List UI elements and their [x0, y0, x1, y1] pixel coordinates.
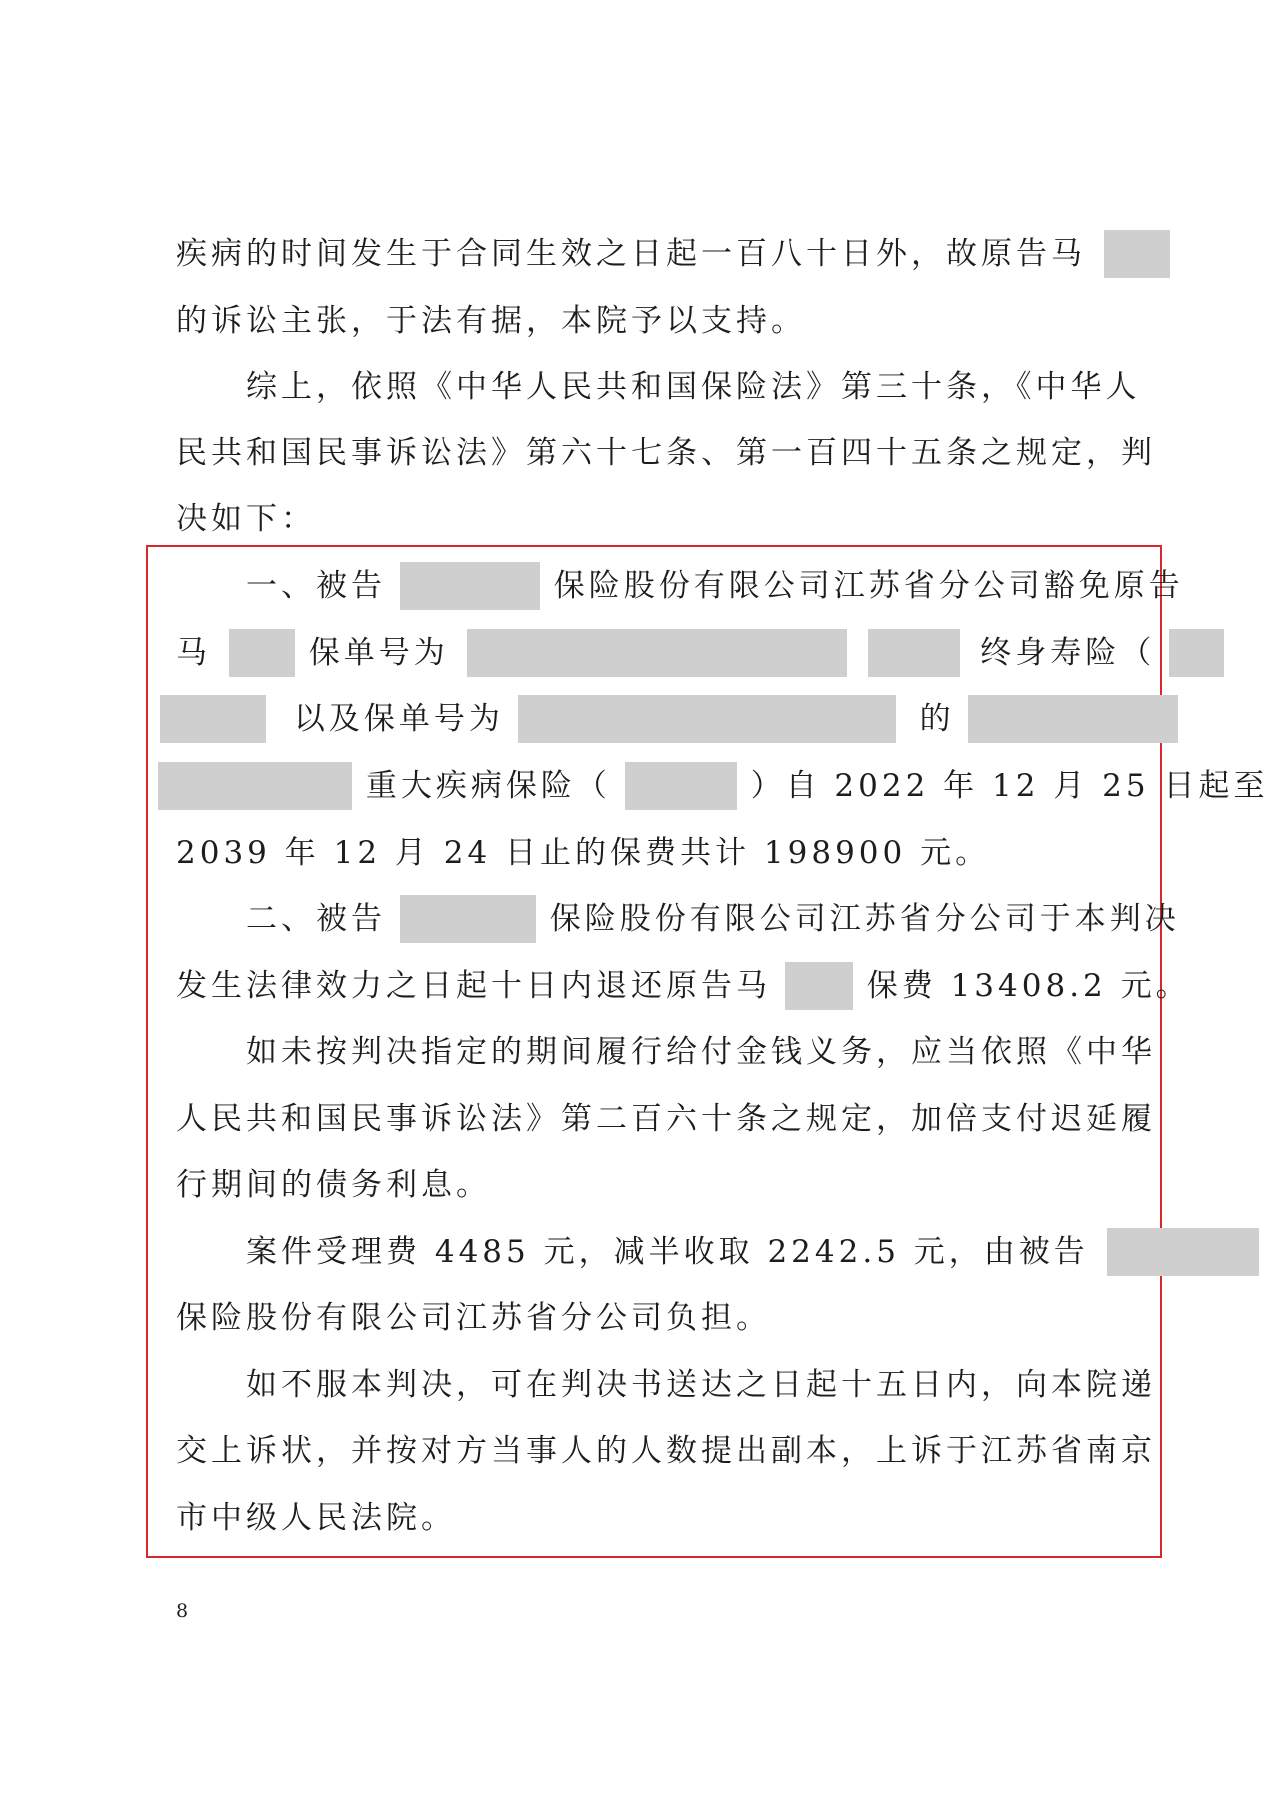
text-line [158, 761, 1269, 811]
line-text: 马 [176, 635, 211, 671]
line-text: 一、被告 [246, 568, 386, 604]
line-text: 二、被告 [246, 901, 386, 937]
line-text: 行期间的债务利息。 [176, 1167, 491, 1203]
text-line [176, 961, 1191, 1011]
line-text: 保险股份有限公司江苏省分公司豁免原告 [553, 568, 1184, 604]
text-line [176, 1293, 1126, 1343]
line-text: ）自 2022 年 12 月 25 日起至 [750, 768, 1269, 804]
line-text: 保单号为 [308, 635, 449, 671]
line-text: 的 [919, 701, 955, 737]
redaction-block [968, 695, 1178, 743]
text-line [176, 1160, 1126, 1210]
redaction-block [158, 762, 352, 810]
text-line [160, 694, 1110, 744]
line-text: 人民共和国民事诉讼法》第二百六十条之规定，加倍支付迟延履 [176, 1101, 1156, 1137]
redaction-block [1104, 230, 1170, 278]
redaction-block [625, 762, 737, 810]
redaction-block [467, 629, 847, 677]
text-line [176, 1027, 1196, 1077]
line-text: 终身寿险（ [980, 635, 1156, 671]
line-text: 2039 年 12 月 24 日止的保费共计 198900 元。 [176, 835, 991, 871]
line-text: 交上诉状，并按对方当事人的人数提出副本，上诉于江苏省南京 [176, 1433, 1156, 1469]
redaction-block [868, 629, 960, 677]
line-text: 保险股份有限公司江苏省分公司于本判决 [549, 901, 1180, 937]
redaction-block [1107, 1228, 1259, 1276]
redaction-block [785, 962, 853, 1010]
text-line [176, 1360, 1196, 1410]
line-text: 重大疾病保险（ [365, 768, 611, 804]
line-text: 综上，依照《中华人民共和国保险法》第三十条，《中华人 [246, 369, 1141, 405]
line-text: 如未按判决指定的期间履行给付金钱义务，应当依照《中华 [246, 1034, 1156, 1070]
text-line [176, 1227, 1196, 1277]
line-text: 以及保单号为 [293, 701, 504, 737]
text-line [176, 894, 1196, 944]
text-line [176, 628, 1156, 678]
line-text: 民共和国民事诉讼法》第六十七条、第一百四十五条之规定，判 [176, 435, 1156, 471]
line-text: 保费 13408.2 元。 [866, 968, 1191, 1004]
line-text: 案件受理费 4485 元，减半收取 2242.5 元，由被告 [246, 1234, 1089, 1270]
line-text: 的诉讼主张，于法有据，本院予以支持。 [176, 303, 806, 339]
line-text: 保险股份有限公司江苏省分公司负担。 [176, 1300, 771, 1336]
line-text: 如不服本判决，可在判决书送达之日起十五日内，向本院递 [246, 1367, 1156, 1403]
line-text: 疾病的时间发生于合同生效之日起一百八十日外，故原告马 [176, 236, 1086, 272]
redaction-block [400, 562, 540, 610]
text-line [176, 1493, 1126, 1543]
text-line [176, 1094, 1156, 1144]
line-text: 市中级人民法院。 [176, 1500, 456, 1536]
redaction-block [160, 695, 266, 743]
text-line [176, 494, 1126, 544]
text-line [176, 296, 1126, 346]
text-line [176, 362, 1196, 412]
text-line [176, 1426, 1156, 1476]
line-text: 决如下： [176, 501, 316, 537]
text-line [176, 828, 1126, 878]
text-line [176, 428, 1156, 478]
text-line [176, 229, 1126, 279]
page-number: 8 [176, 1600, 189, 1622]
redaction-block [1169, 629, 1224, 677]
redaction-block [518, 695, 896, 743]
redaction-block [400, 895, 536, 943]
text-line [176, 561, 1196, 611]
redaction-block [229, 629, 295, 677]
line-text: 发生法律效力之日起十日内退还原告马 [176, 968, 771, 1004]
